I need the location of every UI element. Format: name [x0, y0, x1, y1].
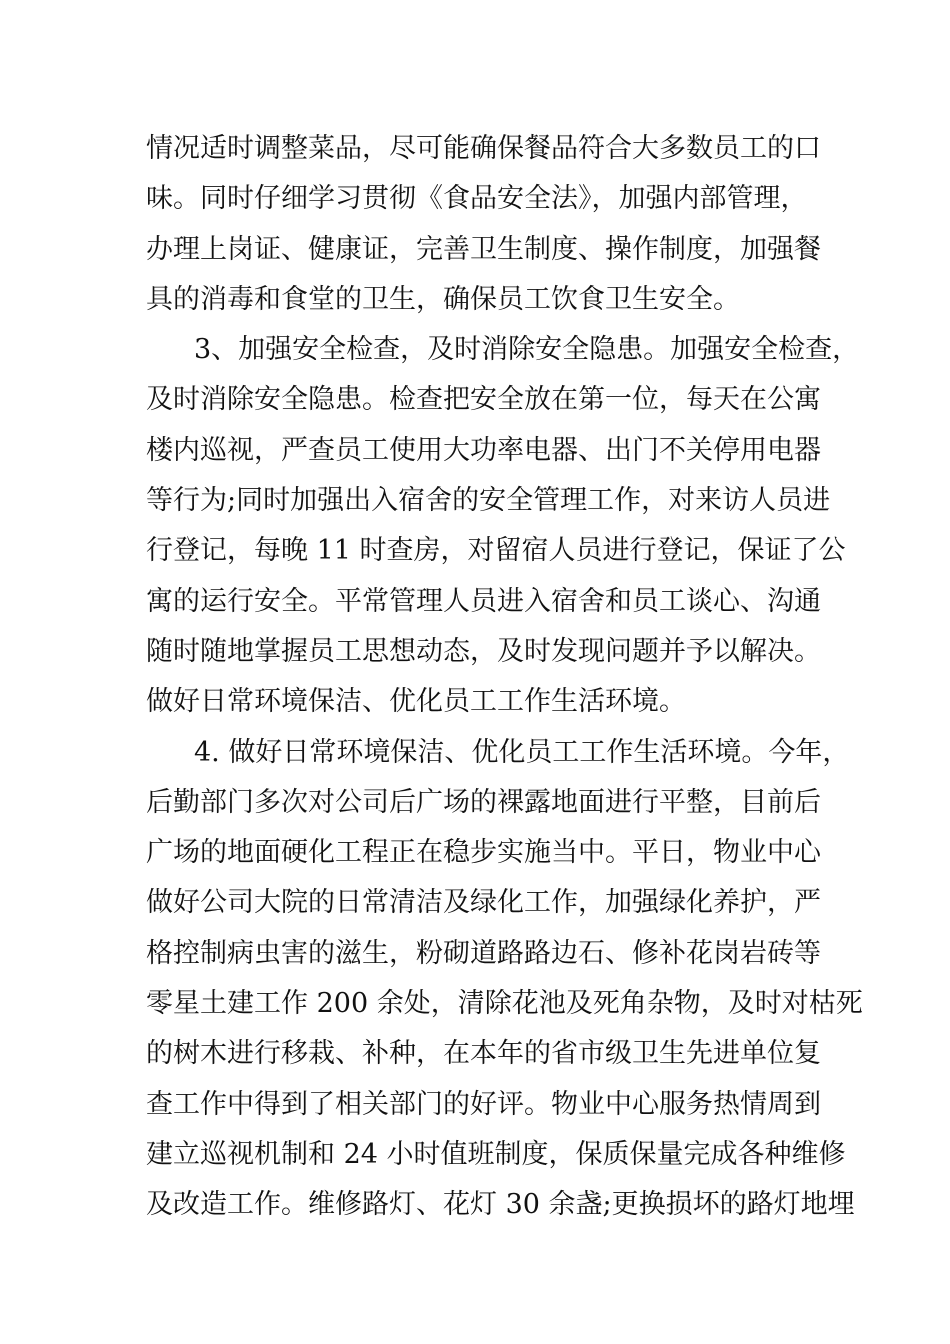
text-line: 味。同时仔细学习贯彻《食品安全法》，加强内部管理， — [146, 183, 808, 215]
text-line: 4. 做好日常环境保洁、优化员工工作生活环境。今年， — [194, 736, 850, 768]
text-line: 3、加强安全检查，及时消除安全隐患。加强安全检查， — [194, 334, 860, 366]
text-line: 查工作中得到了相关部门的好评。物业中心服务热情周到 — [146, 1088, 821, 1120]
text-line: 建立巡视机制和 24 小时值班制度，保质保量完成各种维修 — [146, 1138, 846, 1170]
text-line: 广场的地面硬化工程正在稳步实施当中。平日，物业中心 — [146, 837, 821, 869]
text-line: 办理上岗证、健康证，完善卫生制度、操作制度，加强餐 — [146, 233, 821, 265]
text-line: 后勤部门多次对公司后广场的裸露地面进行平整，目前后 — [146, 786, 821, 818]
text-line: 等行为;同时加强出入宿舍的安全管理工作，对来访人员进 — [146, 485, 831, 517]
text-line: 楼内巡视，严查员工使用大功率电器、出门不关停用电器 — [146, 434, 821, 466]
text-line: 情况适时调整菜品，尽可能确保餐品符合大多数员工的口 — [146, 133, 821, 164]
text-line: 做好日常环境保洁、优化员工工作生活环境。 — [146, 686, 686, 718]
body-text — [146, 124, 863, 1231]
text-line: 的树木进行移栽、补种，在本年的省市级卫生先进单位复 — [146, 1038, 821, 1070]
text-line: 寓的运行安全。平常管理人员进入宿舍和员工谈心、沟通 — [146, 585, 821, 617]
text-line: 零星土建工作 200 余处，清除花池及死角杂物，及时对枯死 — [146, 988, 863, 1020]
text-line: 具的消毒和食堂的卫生，确保员工饮食卫生安全。 — [146, 283, 740, 315]
text-line: 做好公司大院的日常清洁及绿化工作，加强绿化养护，严 — [146, 887, 821, 919]
text-line: 随时随地掌握员工思想动态，及时发现问题并予以解决。 — [146, 635, 821, 667]
text-line: 及时消除安全隐患。检查把安全放在第一位，每天在公寓 — [146, 384, 821, 416]
text-line: 格控制病虫害的滋生，粉砌道路路边石、修补花岗岩砖等 — [146, 937, 821, 969]
text-line: 行登记，每晚 11 时查房，对留宿人员进行登记，保证了公 — [146, 535, 846, 567]
text-line: 及改造工作。维修路灯、花灯 30 余盏;更换损坏的路灯地埋 — [146, 1189, 855, 1221]
